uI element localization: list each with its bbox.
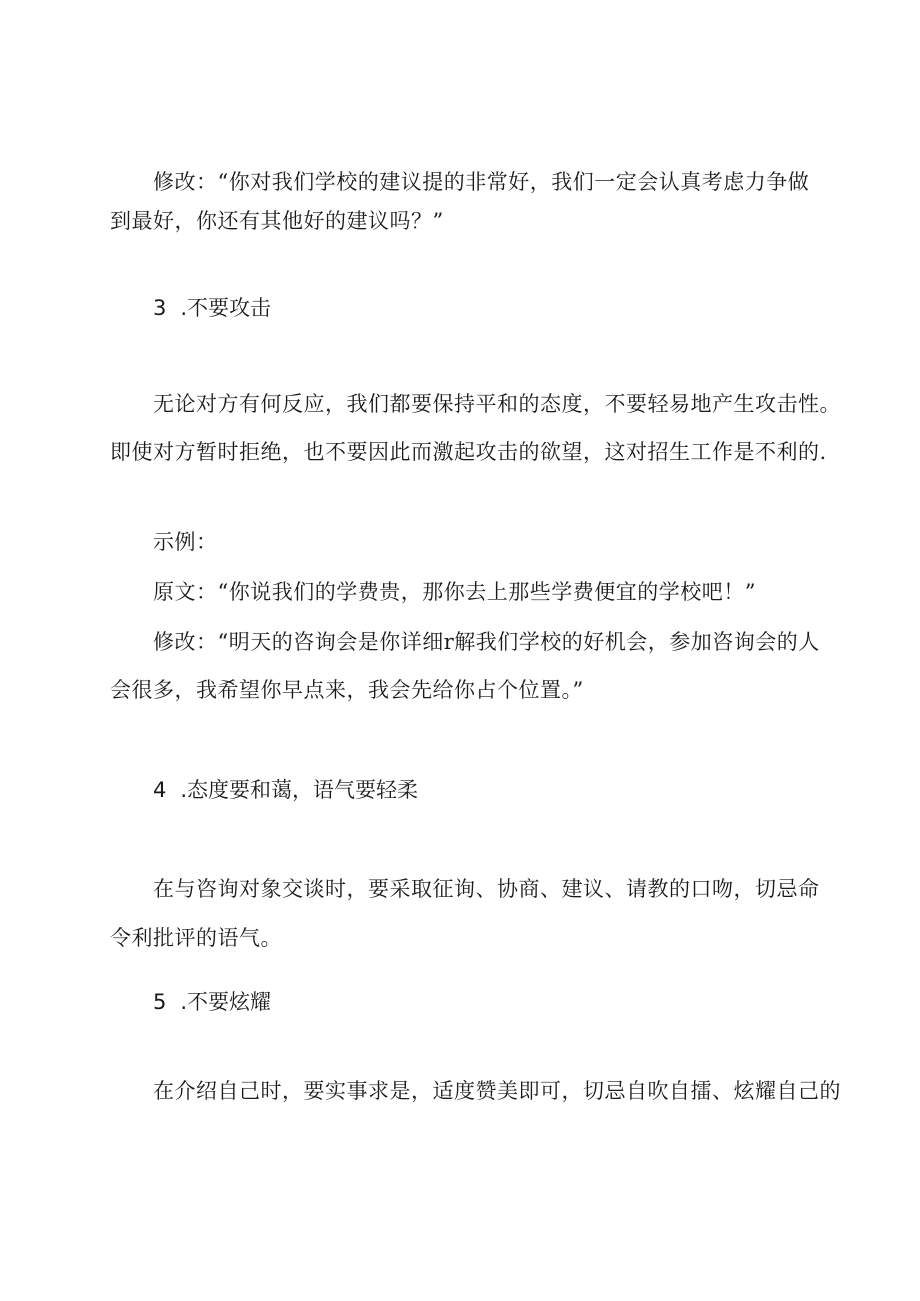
paragraph-1-line-2: 到最好，你还有其他好的建议吗？”	[110, 209, 444, 233]
section-heading-5	[153, 988, 271, 1016]
section-number: 4	[153, 778, 167, 802]
section-title: .不要炫耀	[180, 990, 272, 1014]
section-number: 5	[153, 990, 167, 1014]
paragraph-4-line-1: 在介绍自己时，要实事求是，适度赞美即可，切忌自吹自擂、炫耀自己的	[153, 1079, 841, 1103]
example-revised-line-1: 修改：“明天的咨询会是你详细r解我们学校的好机会，参加咨询会的人	[153, 630, 820, 654]
paragraph-2-line-1: 无论对方有何反应，我们都要保持平和的态度，不要轻易地产生攻击性。	[153, 392, 841, 416]
section-title: .态度要和蔼，语气要轻柔	[180, 778, 419, 802]
example-label: 示例：	[153, 530, 218, 554]
example-revised-line-2: 会很多，我希望你早点来，我会先给你占个位置。”	[110, 678, 584, 702]
paragraph-3-line-2: 令利批评的语气。	[110, 926, 282, 950]
paragraph-1-line-1: 修改：“你对我们学校的建议提的非常好，我们一定会认真考虑力争做	[153, 170, 810, 194]
example-original: 原文：“你说我们的学费贵，那你去上那些学费便宜的学校吧！”	[153, 580, 756, 604]
section-heading-3	[153, 294, 271, 322]
section-title: .不要攻击	[180, 296, 272, 320]
section-number: 3	[153, 296, 167, 320]
paragraph-2-line-2: 即使对方暂时拒绝，也不要因此而激起攻击的欲望，这对招生工作是不利的.	[110, 440, 827, 464]
section-heading-4	[153, 776, 418, 804]
paragraph-3-line-1: 在与咨询对象交谈时，要采取征询、协商、建议、请教的口吻，切忌命	[153, 877, 820, 901]
